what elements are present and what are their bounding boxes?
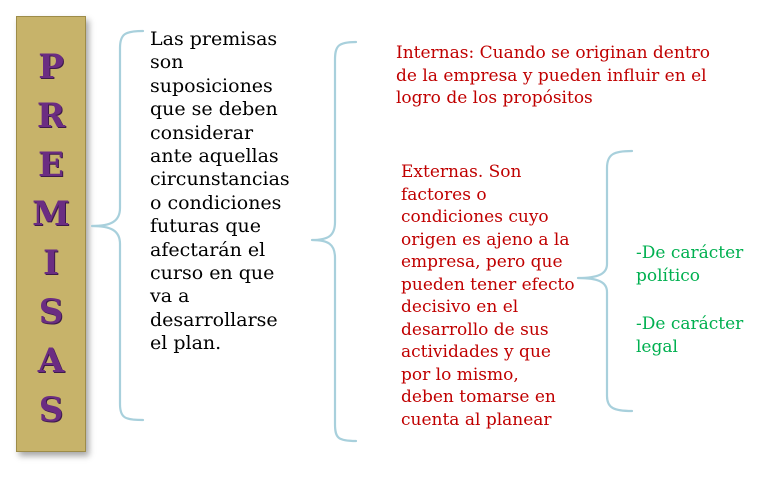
title-letter-p: P xyxy=(38,47,64,87)
type-politico: -De carácter político xyxy=(636,243,744,286)
title-letter-r: R xyxy=(36,96,66,136)
brace-premise-types xyxy=(312,42,356,441)
externas-text: Externas. Son factores o condiciones cuyo origen es ajeno a la empresa, pero que pueden tener efecto decisivo en el desarrollo de sus actividades y que por lo mismo, deben tomarse en cuenta al planear xyxy=(401,162,575,430)
title-letter-e: E xyxy=(38,145,64,185)
type-legal: -De carácter legal xyxy=(636,314,744,357)
title-letter-a: A xyxy=(37,341,65,381)
title-letter-s-final: S xyxy=(38,390,64,430)
title-letter-s: S xyxy=(38,292,64,332)
brace-definition xyxy=(92,31,143,420)
premisas-definition-text: Las premisas son suposiciones que se deben considerar ante aquellas circunstancias o condiciones futuras que afectarán el curso en que va a desarrollarse el plan. xyxy=(150,28,290,355)
internas-text: Internas: Cuando se originan dentro de la empresa y pueden influir en el logro de los propósitos xyxy=(396,43,711,108)
external-types-list xyxy=(636,242,776,384)
title-letter-m: M xyxy=(32,194,70,234)
title-letter-i: I xyxy=(43,243,59,283)
